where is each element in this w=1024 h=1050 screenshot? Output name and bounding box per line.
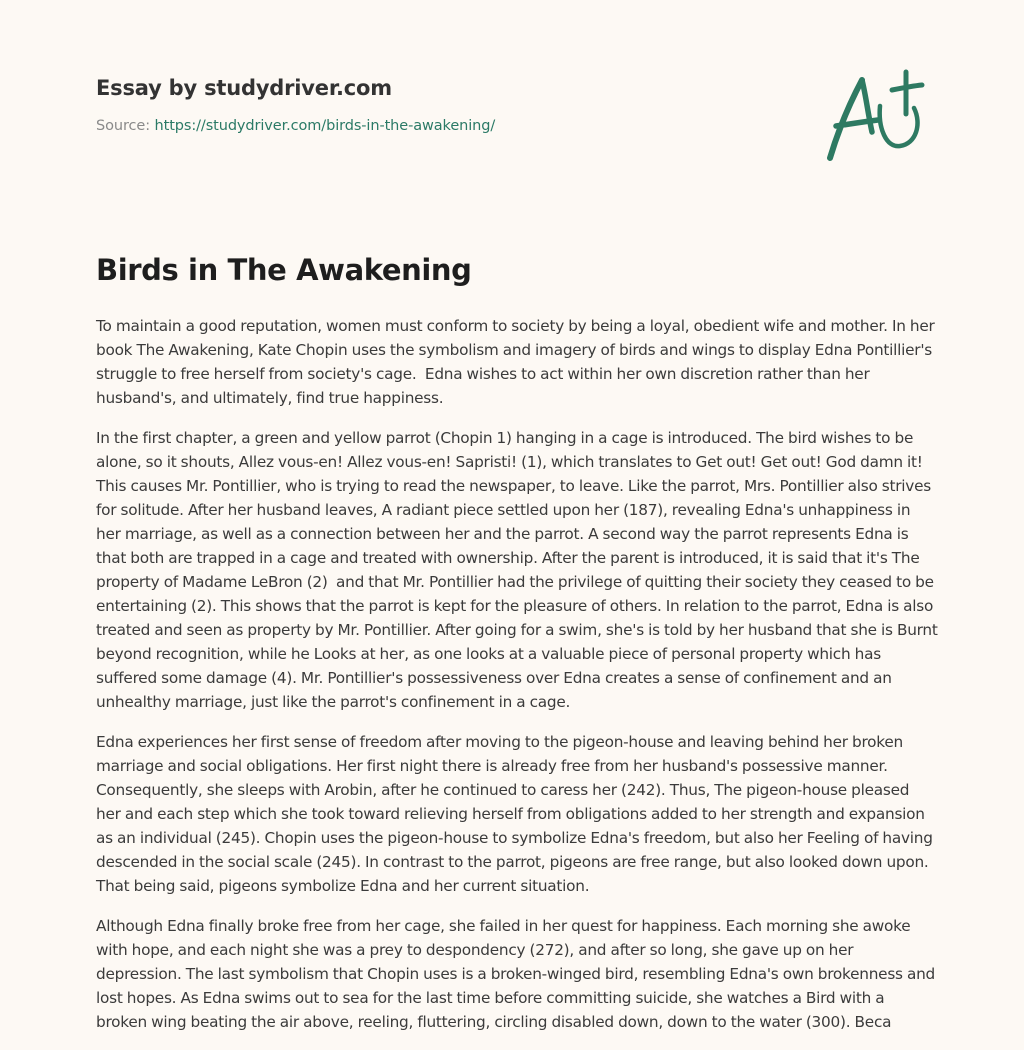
page-header bbox=[96, 76, 936, 134]
site-title: Essay by studydriver.com bbox=[96, 76, 392, 100]
essay-title: Birds in The Awakening bbox=[96, 253, 472, 287]
source-line bbox=[96, 118, 936, 134]
essay-paragraph: Although Edna finally broke free from her cage, she failed in her quest for happiness. Each morning she awoke with hope, and each night she was a prey to despondency (272), and after so long, she gave up on her depression. The last symbolism that Chopin uses is a broken-winged bird, resembling Edna's own brokenness and lost hopes. As Edna swims out to sea for the last time before committing suicide, she watches a Bird with a broken wing beating the air above, reeling, fluttering, circling disabled down, down to the water (300). Beca bbox=[96, 917, 935, 1031]
essay-paragraph: Edna experiences her first sense of freedom after moving to the pigeon-house and leaving behind her broken marriage and social obligations. Her first night there is already free from her husband's possessive manner. Consequently, she sleeps with Arobin, after he continued to caress her (242). Thus, The pigeon-house pleased her and each step which she took toward relieving herself from obligations added to her strength and expansion as an individual (245). Chopin uses the pigeon-house to symbolize Edna's freedom, but also her Feeling of having descended in the social scale (245). In contrast to the parrot, pigeons are free range, but also looked down upon. That being said, pigeons symbolize Edna and her current situation. bbox=[96, 733, 933, 895]
a-plus-grade-icon bbox=[822, 66, 930, 166]
source-link[interactable]: https://studydriver.com/birds-in-the-awakening/ bbox=[154, 118, 496, 134]
essay-paragraph: To maintain a good reputation, women must conform to society by being a loyal, obedient wife and mother. In her book The Awakening, Kate Chopin uses the symbolism and imagery of birds and wings to display Edna Pontillier's struggle to free herself from society's cage. Edna wishes to act within her own discretion rather than her husband's, and ultimately, find true happiness. bbox=[96, 317, 935, 407]
essay-paragraph: In the first chapter, a green and yellow parrot (Chopin 1) hanging in a cage is introduced. The bird wishes to be alone, so it shouts, Allez vous-en! Allez vous-en! Sapristi! (1), which translates to Get out! Get out! God damn it! This causes Mr. Pontillier, who is trying to read the newspaper, to leave. Like the parrot, Mrs. Pontillier also strives for solitude. After her husband leaves, A radiant piece settled upon her (187), revealing Edna's unhappiness in her marriage, as well as a connection between her and the parrot. A second way the parrot represents Edna is that both are trapped in a cage and treated with ownership. After the parent is introduced, it is said that it's The property of Madame LeBron (2) and that Mr. Pontillier had the privilege of quitting their society they ceased to be entertaining (2). This shows that the parrot is kept for the pleasure of others. In relation to the parrot, Edna is also treated and seen as property by Mr. Pontillier. After going for a swim, she's is told by her husband that she is Burnt beyond recognition, while he Looks at her, as one looks at a valuable piece of personal property which has suffered some damage (4). Mr. Pontillier's possessiveness over Edna creates a sense of confinement and an unhealthy marriage, just like the parrot's confinement in a cage. bbox=[96, 429, 938, 711]
essay-body bbox=[96, 314, 938, 1050]
source-label: Source: bbox=[96, 118, 150, 134]
